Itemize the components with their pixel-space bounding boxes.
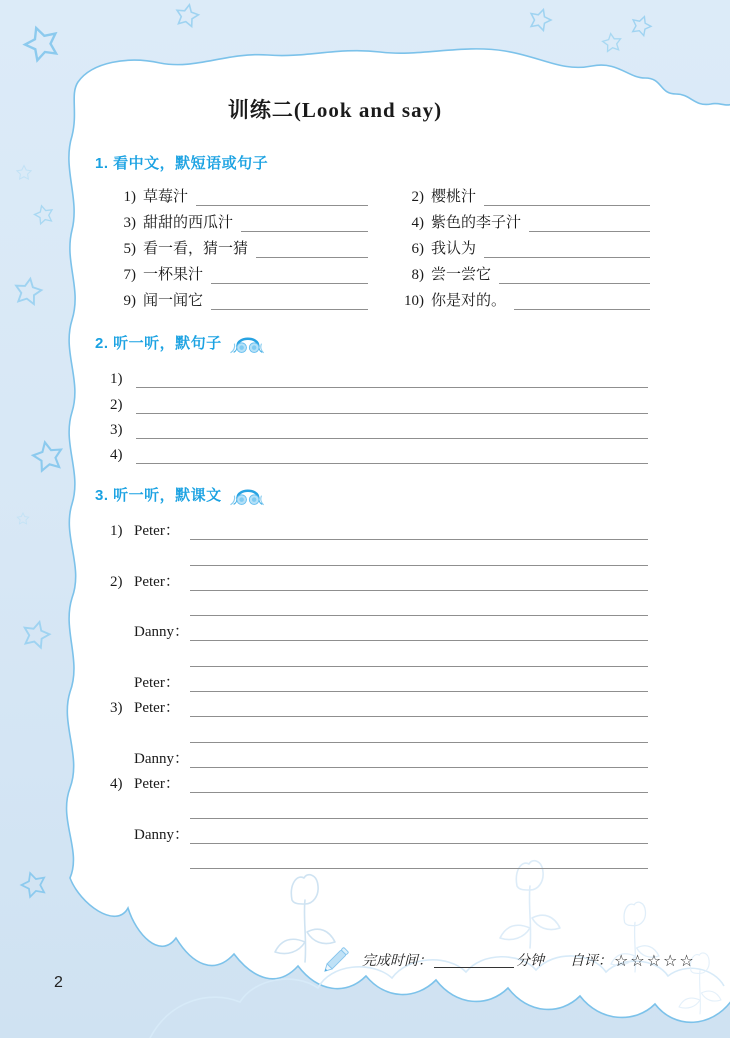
answer-blank[interactable] <box>190 597 648 616</box>
footer <box>318 942 696 978</box>
item-number: 2) <box>411 189 424 205</box>
speaker-label: Danny： <box>134 826 189 843</box>
answer-blank[interactable] <box>241 213 368 232</box>
item-number: 5) <box>123 241 136 257</box>
line-number: 4) <box>110 447 123 464</box>
item-text: 尝一尝它 <box>431 267 492 283</box>
item-number: 1) <box>123 189 136 205</box>
row-number: 4) <box>110 776 123 793</box>
answer-blank[interactable] <box>190 724 648 743</box>
dialogue-row <box>110 670 648 695</box>
answer-blank[interactable] <box>190 825 648 844</box>
star-icon <box>629 13 653 37</box>
answer-blank[interactable] <box>190 774 648 793</box>
pencil-icon <box>318 943 354 977</box>
rating-stars[interactable]: ☆☆☆☆☆ <box>614 950 696 970</box>
section1-heading-text: 1. 看中文，默短语或句子 <box>95 155 269 172</box>
answer-blank[interactable] <box>484 187 650 206</box>
section1-heading <box>95 152 268 173</box>
headphone-icon <box>230 484 264 509</box>
item-text: 你是对的。 <box>431 293 507 309</box>
vocab-item <box>110 286 392 312</box>
star-icon <box>602 32 622 52</box>
time-blank[interactable] <box>434 953 514 968</box>
speaker-label: Danny： <box>134 750 189 767</box>
dialogue-row <box>110 644 648 669</box>
item-text: 紫色的李子汁 <box>431 215 522 231</box>
answer-blank[interactable] <box>190 749 648 768</box>
item-number: 10) <box>404 293 424 309</box>
dialogue-row <box>110 720 648 745</box>
answer-blank[interactable] <box>190 850 648 869</box>
dialogue-row <box>110 796 648 821</box>
section3-dialogue <box>110 518 648 872</box>
dialogue-row <box>110 619 648 644</box>
item-text: 樱桃汁 <box>431 189 477 205</box>
star-icon <box>21 619 52 649</box>
section2-heading <box>95 330 264 355</box>
vocab-item <box>110 260 392 286</box>
answer-blank[interactable] <box>190 648 648 667</box>
speaker-label: Danny： <box>134 624 189 641</box>
answer-blank[interactable] <box>499 265 650 284</box>
vocab-item <box>110 234 392 260</box>
item-number: 8) <box>411 267 424 283</box>
star-icon <box>21 22 62 62</box>
star-icon <box>13 276 43 305</box>
sentence-line <box>110 417 648 442</box>
answer-blank[interactable] <box>190 673 648 692</box>
answer-blank[interactable] <box>136 420 648 439</box>
dialogue-row <box>110 822 648 847</box>
item-text: 一杯果汁 <box>143 267 204 283</box>
answer-blank[interactable] <box>256 239 368 258</box>
line-number: 3) <box>110 421 123 438</box>
time-unit: 分钟 <box>516 954 544 969</box>
dialogue-row <box>110 847 648 872</box>
section2-heading-text: 2. 听一听，默句子 <box>95 335 222 352</box>
answer-blank[interactable] <box>136 395 648 414</box>
section3-heading <box>95 482 264 507</box>
speaker-label: Peter： <box>134 700 180 717</box>
vocab-item <box>392 208 655 234</box>
row-number: 2) <box>110 573 123 590</box>
section2-lines <box>110 366 648 467</box>
headphone-icon <box>230 332 264 357</box>
speaker-label: Peter： <box>134 776 180 793</box>
answer-blank[interactable] <box>190 622 648 641</box>
vocab-item <box>392 286 655 312</box>
speaker-label: Peter： <box>134 523 180 540</box>
vocab-item <box>110 208 392 234</box>
vocab-item <box>110 182 392 208</box>
dialogue-row <box>110 594 648 619</box>
item-text: 草莓汁 <box>143 189 189 205</box>
star-icon <box>19 869 49 898</box>
answer-blank[interactable] <box>211 291 368 310</box>
dialogue-row <box>110 771 648 796</box>
speaker-label: Peter： <box>134 675 180 692</box>
star-icon <box>33 203 55 224</box>
star-icon <box>174 2 200 27</box>
vocab-item <box>392 182 655 208</box>
dialogue-row <box>110 746 648 771</box>
answer-blank[interactable] <box>529 213 650 232</box>
dialogue-row <box>110 543 648 568</box>
answer-blank[interactable] <box>136 369 648 388</box>
answer-blank[interactable] <box>190 698 648 717</box>
line-number: 1) <box>110 371 123 388</box>
vocab-item <box>392 234 655 260</box>
self-eval-label: 自评： <box>570 954 612 969</box>
sentence-line <box>110 366 648 391</box>
dialogue-row <box>110 518 648 543</box>
item-number: 4) <box>411 215 424 231</box>
item-text: 甜甜的西瓜汁 <box>143 215 234 231</box>
star-icon <box>17 513 28 524</box>
sentence-line <box>110 391 648 416</box>
answer-blank[interactable] <box>190 521 648 540</box>
answer-blank[interactable] <box>514 291 650 310</box>
line-number: 2) <box>110 396 123 413</box>
sentence-line <box>110 442 648 467</box>
item-number: 3) <box>123 215 136 231</box>
section1-items <box>110 182 655 312</box>
dialogue-row <box>110 569 648 594</box>
item-number: 9) <box>123 293 136 309</box>
time-label: 完成时间： <box>362 954 432 969</box>
answer-blank[interactable] <box>211 265 368 284</box>
answer-blank[interactable] <box>190 572 648 591</box>
answer-blank[interactable] <box>190 800 648 819</box>
speaker-label: Peter： <box>134 573 180 590</box>
row-number: 1) <box>110 523 123 540</box>
page-number: 2 <box>54 974 63 991</box>
star-icon <box>17 166 31 180</box>
star-icon <box>31 439 65 471</box>
item-text: 闻一闻它 <box>143 293 204 309</box>
item-number: 6) <box>411 241 424 257</box>
answer-blank[interactable] <box>136 445 648 464</box>
item-text: 我认为 <box>431 241 477 257</box>
answer-blank[interactable] <box>190 547 648 566</box>
vocab-item <box>392 260 655 286</box>
section3-heading-text: 3. 听一听，默课文 <box>95 487 222 504</box>
dialogue-row <box>110 695 648 720</box>
answer-blank[interactable] <box>484 239 650 258</box>
row-number: 3) <box>110 700 123 717</box>
answer-blank[interactable] <box>196 187 368 206</box>
item-number: 7) <box>123 267 136 283</box>
item-text: 看一看，猜一猜 <box>143 241 249 257</box>
page-title: 训练二(Look and say) <box>227 98 443 122</box>
star-icon <box>527 6 553 31</box>
